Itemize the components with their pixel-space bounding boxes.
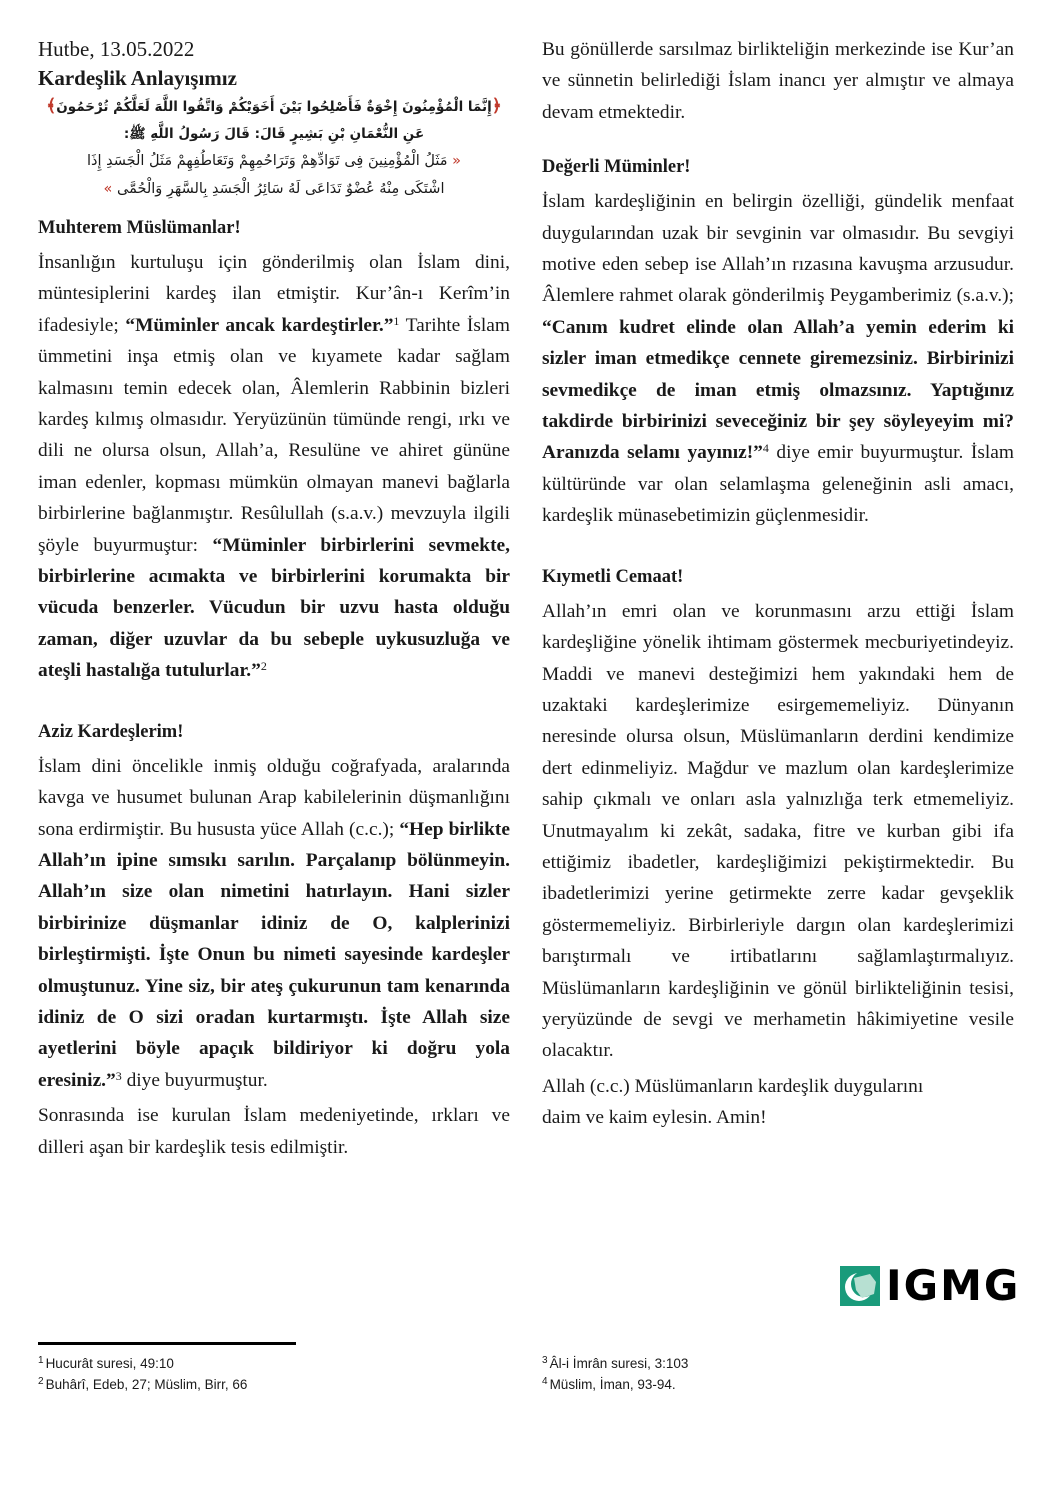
footnotes-left (38, 1353, 247, 1395)
footnote-number: 3 (542, 1355, 548, 1366)
hadith-close-quote: » (103, 181, 113, 197)
section-heading-kiymetli: Kıymetli Cemaat! (542, 566, 684, 587)
footnote-text: Âl-i İmrân suresi, 3:103 (549, 1356, 689, 1371)
page-title: Kardeşlik Anlayışımız (38, 66, 237, 90)
igmg-logo (840, 1261, 1022, 1310)
footnote-ref: 1 (393, 313, 400, 328)
section-paragraph-aziz (38, 751, 510, 1096)
footnote-divider (38, 1342, 296, 1345)
ayah-close-bracket: ﴾ (46, 96, 57, 116)
hadith-quote: “Müminler birbirlerini sevmekte, birbirlerine acımakta ve birbirlerini korumakta bir vücuda benzerler. Vücudun bir uzvu hasta olduğu zaman, diğer uzuvlar da bu sebeple uykusuzluğa ve ateşli hastalığa tutulurlar.” (38, 534, 510, 682)
closing-line-1: Allah (c.c.) Müslümanların kardeşlik duygularını (542, 1075, 924, 1097)
hadith-line-1 (38, 147, 510, 175)
hadith-open-quote: « (452, 153, 462, 169)
crescent-mosque-icon (840, 1266, 880, 1306)
footnote-ref: 4 (762, 441, 769, 456)
paragraph-text: diye emir buyurmuştur. İslam kültüründe var olan selamlaşma geleneğinin asli amacı, kardeşlik münasebetimizin güçlenmesidir. (542, 442, 1014, 527)
closing-line-2: daim ve kaim eylesin. Amin! (542, 1107, 767, 1129)
arabic-ayah (38, 92, 510, 121)
footnote-number: 4 (542, 1376, 548, 1387)
logo-text: IGMG (886, 1261, 1021, 1310)
section-heading-muhterem: Muhterem Müslümanlar! (38, 218, 241, 238)
paragraph-text: diye buyurmuştur. (121, 1069, 268, 1091)
section-paragraph-aziz-2: Sonrasında ise kurulan İslam medeniyetinde, ırkları ve dilleri aşan bir kardeşlik tesis edilmiştir. (38, 1105, 510, 1158)
section-paragraph-degerli (542, 186, 1014, 531)
section-paragraph-muhterem (38, 247, 510, 687)
quran-quote: “Müminler ancak kardeştirler.” (125, 314, 394, 336)
left-column (38, 34, 510, 1163)
paragraph-text: İnsanlığın kurtuluşu için gönderilmiş olan İslam dini, müntesiplerini kardeş ilan etmiştir. Kur’ân-ı Kerîm’in ifadesiyle; (38, 252, 510, 336)
intro-paragraph: Bu gönüllerde sarsılmaz birlikteliğin merkezinde ise Kur’an ve sünnetin belirlediği İslam inancı yer almıştır ve almaya devam etmektedir. (542, 39, 1014, 123)
section-heading-degerli: Değerli Müminler! (542, 157, 691, 178)
footnotes-right (542, 1353, 688, 1395)
closing-prayer (542, 1071, 1014, 1134)
paragraph-text: Tarihte İslam ümmetini inşa etmiş olan ve kıyamete kadar sağlam kalmasını temin edecek olan, Âlemlerin Rabbinin bizleri kardeş kılmış olmasıdır. Yeryüzünün tümünde rengi, ırkı ve dili ne olursa olsun, Allah’a, Resulüne ve ahiret gününe iman edenler, kopması mümkün olmayan manevi bağlarla birbirlerine bağlanmıştır. Resûlullah (s.a.v.) mevzuyla ilgili şöyle buyurmuştur: (38, 314, 510, 556)
quran-quote: “Hep birlikte Allah’ın ipine sımsıkı sarılın. Parçalanıp bölünmeyin. Allah’ın size olan nimetini hatırlayın. Hani sizler birbirinize düşmanlar idiniz de O, kalplerinizi birleştirmişti. İşte Onun bu nimeti sayesinde kardeşler olmuştunuz. Yine siz, bir ateş çukurunun tam kenarında idiniz de O sizi oradan kurtarmıştı. İşte Allah size ayetlerini böyle apaçık bildiriyor ki doğru yola eresiniz.” (38, 818, 510, 1091)
footnote-item (542, 1353, 688, 1374)
arabic-hadith-intro: عَنِ النُّعْمَانِ بْنِ بَشِيرٍ قَالَ: قَالَ رَسُولُ اللَّهِ ﷺ: (123, 126, 425, 142)
hadith-quote: “Canım kudret elinde olan Allah’a yemin ederim ki sizler iman etmedikçe cennete giremezsiniz. Birbirinizi sevmedikçe de iman etmiş olmazsınız. Yaptığınız takdirde birbirinizi seveceğiniz bir şey söyleyeyim mi? Aranızda selamı yayınız!” (542, 316, 1014, 464)
footnote-text: Müslim, İman, 93-94. (549, 1377, 676, 1392)
paragraph-text: İslam kardeşliğinin en belirgin özelliği, gündelik menfaat duygularından uzak bir sevginin var olmasıdır. Bu sevgiyi motive eden sebep ise Allah’ın rızasına kavuşma arzusudur. Âlemlere rahmet olarak gönderilmiş Peygamberimiz (s.a.v.); (542, 191, 1014, 307)
right-column (542, 34, 1014, 1134)
hadith-line-1-text: مَثَلُ الْمُؤْمِنِينَ فِى تَوَادِّهِمْ وَتَرَاحُمِهِمْ وَتَعَاطُفِهِمْ مَثَلُ الْجَسَدِ إِذَا (86, 153, 448, 169)
footnote-ref: 3 (115, 1068, 122, 1083)
footnote-number: 2 (38, 1376, 44, 1387)
footnote-item (38, 1353, 247, 1374)
ayah-open-bracket: ﴿ (491, 96, 502, 116)
footnote-text: Hucurât suresi, 49:10 (45, 1356, 174, 1371)
footnote-item (542, 1374, 688, 1395)
ayah-text: إِنَّمَا الْمُؤْمِنُونَ إِخْوَةٌ فَأَصْلِحُوا بَيْنَ أَخَوَيْكُمْ وَاتَّقُوا اللَّهَ لَعَلَّكُمْ تُرْحَمُونَ (56, 99, 492, 115)
paragraph-text: İslam dini öncelikle inmiş olduğu coğrafyada, aralarında kavga ve husumet bulunan Arap kabilelerinin düşmanlığını sona erdirmiştir. Bu hususta yüce Allah (c.c.); (38, 755, 510, 840)
section-paragraph-kiymetli: Allah’ın emri olan ve korunmasını arzu ettiği İslam kardeşliğine yönelik ihtimam göstermek mecburiyetindeyiz. Maddi ve manevi desteğimizi hem yakındaki hem de uzaktaki kardeşlerimize esirgememeliyiz. Dünyanın neresinde olursa olsun, Müslümanların derdini kendimize dert edinmeliyiz. Mağdur ve mazlum olan kardeşlerimize sahip çıkmalı ve onları asla yalnızlığa terk etmemeliyiz. Unutmayalım ki zekât, sadaka, fitre ve kurban gibi ifa ettiğimiz ibadetler, kardeşliğimizi pekiştirmektedir. Bu ibadetlerimizi yerine getirmekte zerre kadar gevşeklik göstermemeliyiz. Birbirleriyle dargın olan kardeşlerimizi barıştırmalı ve irtibatlarını sağlamlaştırmalıyız. Müslümanların kardeşliğinin ve gönül birlikteliğinin tesisi, yeryüzünde de sevgi ve merhametin hâkimiyetine vesile olacaktır. (542, 600, 1014, 1062)
footnote-number: 1 (38, 1355, 44, 1366)
footnote-text: Buhârî, Edeb, 27; Müslim, Birr, 66 (45, 1377, 248, 1392)
section-heading-aziz: Aziz Kardeşlerim! (38, 721, 184, 742)
hadith-line-2 (38, 175, 510, 203)
footnote-ref: 2 (260, 659, 267, 674)
footnote-item (38, 1374, 247, 1395)
hadith-line-2-text: اشْتَكَى مِنْهُ عُضْوٌ تَدَاعَى لَهُ سَائِرُ الْجَسَدِ بِالسَّهَرِ وَالْحُمَّى (117, 181, 445, 197)
sermon-date: Hutbe, 13.05.2022 (38, 37, 195, 61)
arabic-hadith (38, 147, 510, 203)
